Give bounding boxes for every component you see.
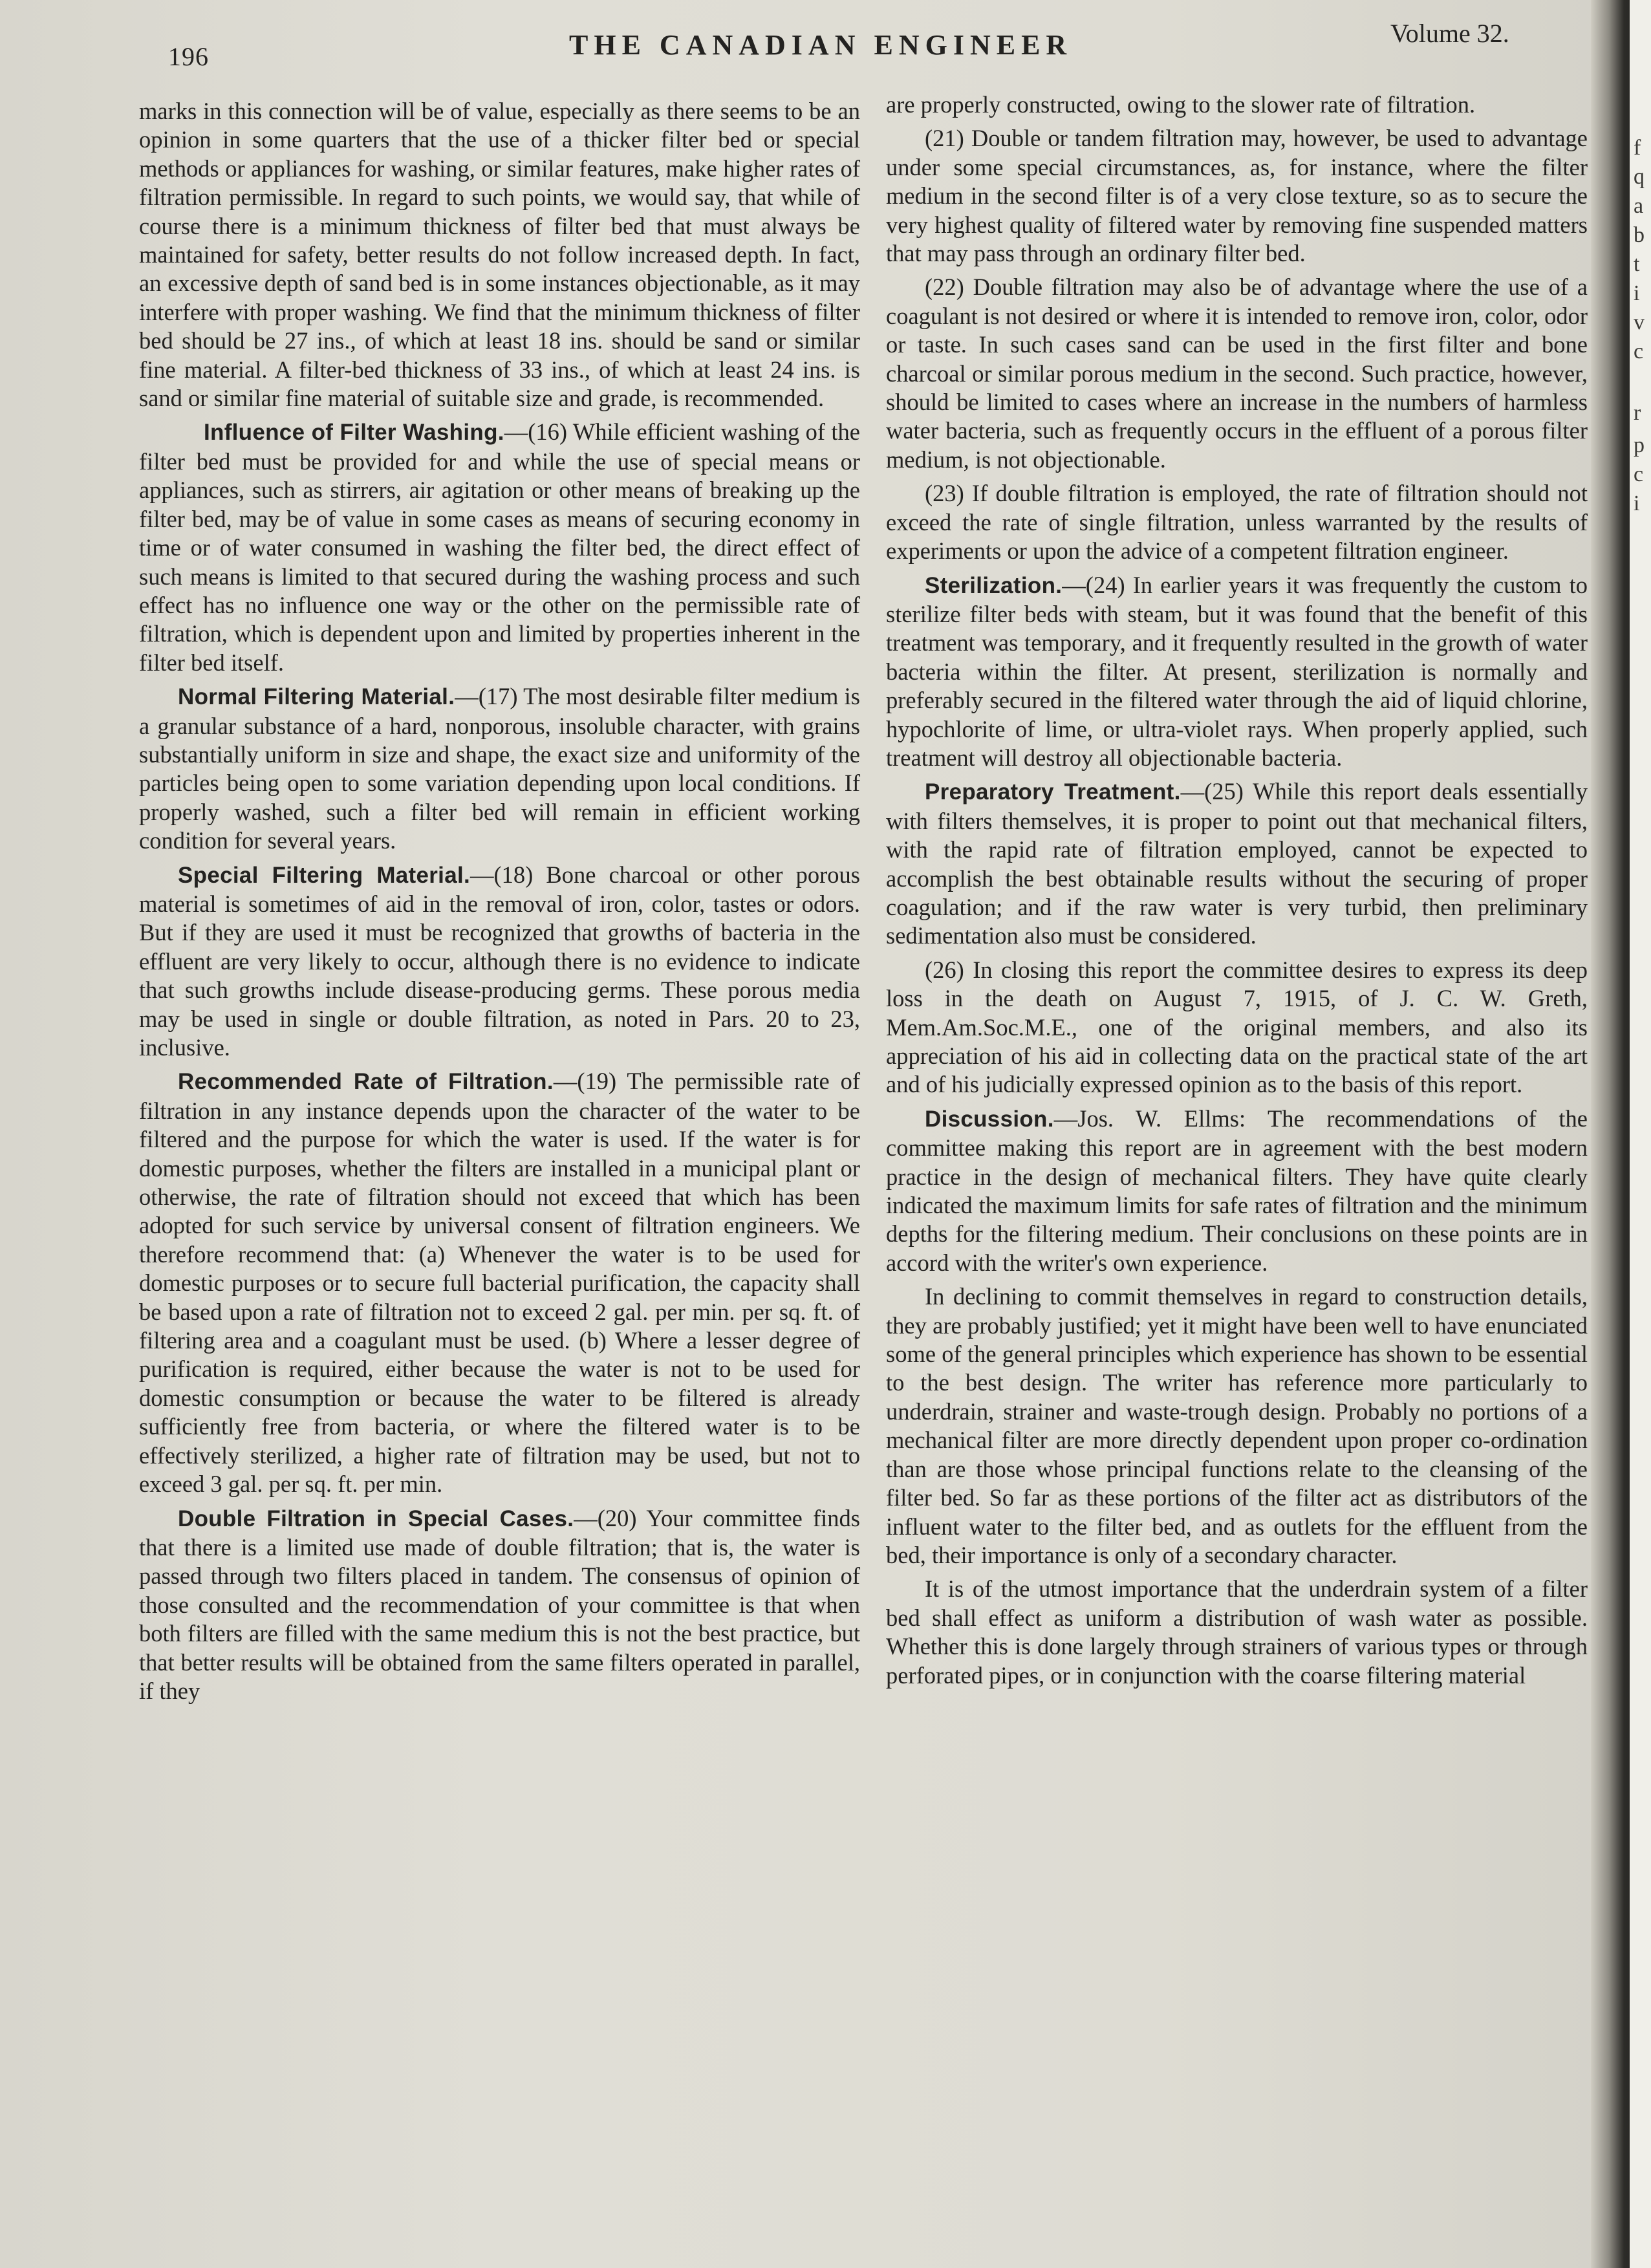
paragraph-text: —(18) Bone charcoal or other porous material is sometimes of aid in the removal of iron, color, tastes or odors. But if they are used it must be recognized that growths of bacteria in the effluent are very likely to occur, although there is no evidence to indicate that such growths include disease-producing germs. These porous media may be used in single or double filtration, as noted in Pars. 20 to 23, inclusive. (139, 861, 861, 1061)
section-heading: Influence of Filter Washing. (204, 420, 504, 446)
edge-fragment: v (1634, 310, 1645, 334)
paragraph (139, 682, 860, 855)
section-heading: Special Filtering Material. (178, 862, 471, 888)
paragraph (139, 418, 860, 677)
paragraph (886, 571, 1588, 773)
paragraph (139, 861, 860, 1063)
paragraph-text: —(19) The permissible rate of filtration in any instance depends upon the character of the water to be filtered and the purpose for which the water is used. If the water is for domestic purposes, whether the filters are installed in a municipal plant or otherwise, the rate of filtration should not exceed that which has been adopted for such service by universal consent of filtration engineers. We therefore recommend that: (a) Whenever the water is to be used for domestic purposes or to secure full bacterial purification, the capacity shall be based upon a rate of filtration not to exceed 2 gal. per min. per sq. ft. of filtering area and a coagulant must be used. (b) Where a lesser degree of purification is required, either because the water is not to be used for domestic consumption or because the water to be filtered is already sufficiently free from bacteria, or where the filtered water is to be effectively sterilized, a higher rate of filtration may be used, but not to exceed 3 gal. per sq. ft. per min. (139, 1068, 861, 1498)
paragraph (886, 777, 1588, 950)
edge-fragment: q (1634, 165, 1645, 189)
right-column (886, 91, 1588, 1695)
paragraph: (22) Double filtration may also be of advantage where the use of a coagulant is not desired or where it is intended to remove iron, color, odor or taste. In such cases sand can be used in the first filter and bone charcoal or similar porous medium in the second. Such practice, however, should be limited to cases where an increase in the numbers of harmless water bacteria, such as frequently occurs in the effluent of a porous filter medium, is not objectionable. (886, 274, 1588, 473)
edge-fragment: c (1634, 340, 1644, 363)
journal-title: THE CANADIAN ENGINEER (569, 29, 1073, 61)
paragraph: In declining to commit themselves in regard to construction details, they are probably justified; yet it might have been well to have enunciated some of the general principles which experience has shown to be essential to the best design. The writer has reference more particularly to underdrain, strainer and waste-trough design. Probably no portions of a mechanical filter are more directly dependent upon proper co-ordination than are those whose principal functions relate to the cleansing of the filter bed. So far as these portions of the filter act as distributors of the influent water to the filter bed, and as outlets for the effluent from the bed, their importance is only of a secondary character. (886, 1283, 1588, 1568)
edge-fragment: t (1634, 252, 1640, 276)
section-heading: Preparatory Treatment. (925, 779, 1181, 805)
edge-fragment: p (1634, 433, 1645, 457)
paragraph: (26) In closing this report the committee desires to express its deep loss in the death on August 7, 1915, of J. C. W. Greth, Mem.Am.Soc.M.E., one of the original members, and also its appreciation of his aid in collecting data on the practical state of the art and of his judicially expressed opinion as to the basis of this report. (886, 956, 1588, 1098)
paragraph-text: —(24) In earlier years it was frequently the custom to sterilize filter beds with steam, but it was found that the benefit of this treatment was temporary, and it frequently resulted in the growth of water bacteria within the filter. At present, sterilization is normally and preferably secured in the filtered water through the aid of liquid chlorine, hypochlorite of lime, or ultra-violet rays. When properly applied, such treatment will destroy all objectionable bacteria. (886, 571, 1588, 771)
section-heading: Discussion. (925, 1106, 1054, 1132)
edge-fragment: i (1634, 281, 1640, 305)
paragraph: are properly constructed, owing to the slower rate of filtration. (886, 91, 1476, 118)
edge-fragment: r (1634, 401, 1641, 425)
edge-fragment: c (1634, 462, 1644, 486)
paragraph (886, 1105, 1588, 1277)
page-number: 196 (168, 42, 209, 71)
section-heading: Sterilization. (925, 572, 1063, 598)
edge-fragment: a (1634, 194, 1644, 218)
paragraph: marks in this connection will be of value, especially as there seems to be an opinion in some quarters that the use of a thicker filter bed or special methods or appliances for washing, or similar features, make higher rates of filtration permissible. In regard to such points, we would say, that while of course there is a minimum thickness of filter bed that must always be maintained for safety, better results do not follow increased depth. In fact, an excessive depth of sand bed is in some instances objectionable, as it may interfere with proper washing. We find that the minimum thickness of filter bed should be 27 ins., of which at least 18 ins. should be sand or similar fine material. A filter-bed thickness of 33 ins., of which at least 24 ins. is sand or similar fine material of suitable size and grade, is recommended. (139, 98, 860, 412)
edge-fragment: b (1634, 223, 1645, 247)
section-heading: Double Filtration in Special Cases. (178, 1506, 574, 1531)
paragraph: (23) If double filtration is employed, the rate of filtration should not exceed the rate of single filtration, unless warranted by the results of experiments or upon the advice of a competent filtration engineer. (886, 480, 1588, 565)
edge-fragment: i (1634, 491, 1640, 515)
paragraph-text: —(25) While this report deals essentially with filters themselves, it is proper to point out that mechanical filters, with the rapid rate of filtration employed, cannot be expected to accomplish the best obtainable results without the securing of proper coagulation; and if the raw water is very turbid, then preliminary sedimentation also must be considered. (886, 778, 1588, 949)
paragraph: It is of the utmost importance that the underdrain system of a filter bed shall effect as uniform a distribution of wash water as possible. Whether this is done largely through strainers of various types or through perforated pipes, or in conjunction with the coarse filtering material (886, 1575, 1588, 1689)
paragraph: (21) Double or tandem filtration may, however, be used to advantage under some special circumstances, as, for instance, where the filter medium in the second filter is of a very close texture, so as to secure the very highest quality of filtered water by removing fine suspended matters that may pass through an ordinary filter bed. (886, 125, 1588, 267)
paragraph-text: —(20) Your committee finds that there is a limited use made of double filtration; that is, the water is passed through two filters placed in tandem. The consensus of opinion of those consulted and the recommendation of your committee is that when both filters are filled with the same medium this is not the best practice, but that better results will be obtained from the same filters operated in parallel, if they (139, 1504, 860, 1704)
paragraph-text: —Jos. W. Ellms: The recommendations of the committee making this report are in agreement with the best modern practice in the design of mechanical filters. They have quite clearly indicated the maximum limits for safe rates of filtration and the minimum depths for the filtering medium. Their conclusions on these points are in accord with the writer's own experience. (886, 1105, 1588, 1276)
paragraph-text: —(16) While efficient washing of the filter bed must be provided for and while the use of special means or appliances, such as stirrers, air agitation or other means of breaking up the filter bed, may be of value in some cases as means of securing economy in time or of water consumed in washing the filter bed, the direct effect of such means is limited to that secured during the washing process and such effect has no influence one way or the other on the permissible rate of filtration, which is dependent upon and limited by properties inherent in the filter bed itself. (139, 418, 860, 676)
paragraph (139, 1504, 860, 1706)
facing-page-edge (1630, 0, 1651, 2268)
section-heading: Normal Filtering Material. (178, 684, 455, 710)
edge-fragment: f (1634, 136, 1641, 160)
paragraph-text: —(17) The most desirable filter medium is a granular substance of a hard, nonporous, insoluble character, with grains substantially uniform in size and shape, the exact size and uniformity of the particles being open to some variation depending upon local conditions. If properly washed, such a filter bed will remain in efficient working condition for several years. (139, 683, 860, 854)
section-heading: Recommended Rate of Filtration. (178, 1069, 554, 1095)
paragraph (139, 1067, 860, 1498)
left-column (139, 97, 860, 1711)
volume-label: Volume 32. (1390, 19, 1509, 48)
